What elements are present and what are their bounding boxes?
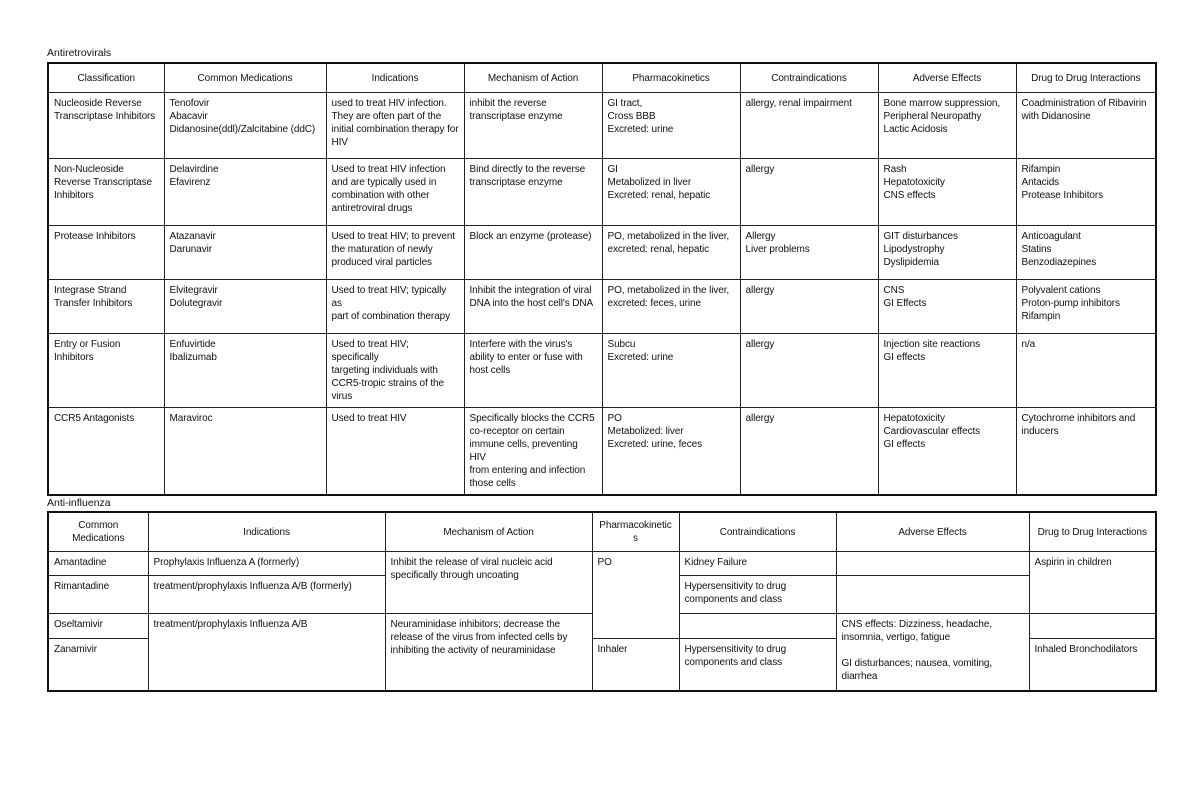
table-cell: Anticoagulant Statins Benzodiazepines: [1016, 226, 1156, 280]
table-cell: GI tract, Cross BBB Excreted: urine: [602, 93, 740, 159]
table-cell: Inhaled Bronchodilators: [1029, 639, 1156, 691]
table-cell: Tenofovir Abacavir Didanosine(ddl)/Zalcitabine (ddC): [164, 93, 326, 159]
table-cell: Zanamivir: [48, 639, 148, 691]
table-cell: allergy: [740, 334, 878, 408]
table-cell: Hypersensitivity to drug components and class: [679, 639, 836, 691]
table-cell: inhibit the reverse transcriptase enzyme: [464, 93, 602, 159]
table-cell: Elvitegravir Dolutegravir: [164, 280, 326, 334]
table-cell: Prophylaxis Influenza A (formerly): [148, 552, 385, 576]
table-cell: Nucleoside Reverse Transcriptase Inhibitors: [48, 93, 164, 159]
table-cell: Delavirdine Efavirenz: [164, 159, 326, 226]
table-cell: Injection site reactions GI effects: [878, 334, 1016, 408]
column-header: Common Medications: [48, 512, 148, 552]
table-cell: Inhibit the integration of viral DNA into the host cell's DNA: [464, 280, 602, 334]
table-cell: [1029, 614, 1156, 639]
table-cell: Used to treat HIV infection and are typically used in combination with other antiretroviral drugs: [326, 159, 464, 226]
table-cell: allergy: [740, 280, 878, 334]
table-cell: Hypersensitivity to drug components and class: [679, 576, 836, 614]
table-cell: Integrase Strand Transfer Inhibitors: [48, 280, 164, 334]
column-header: Indications: [148, 512, 385, 552]
table-cell: CCR5 Antagonists: [48, 408, 164, 496]
table-cell: Allergy Liver problems: [740, 226, 878, 280]
table-cell: CNS GI Effects: [878, 280, 1016, 334]
table-row: [48, 334, 1156, 408]
table-cell: Inhibit the release of viral nucleic acid specifically through uncoating: [385, 552, 592, 614]
table-cell: GIT disturbances Lipodystrophy Dyslipidemia: [878, 226, 1016, 280]
column-header: Adverse Effects: [836, 512, 1029, 552]
table-row: [48, 408, 1156, 496]
antiretrovirals-table: [47, 62, 1157, 496]
table-cell: Rifampin Antacids Protease Inhibitors: [1016, 159, 1156, 226]
table-cell: PO Metabolized: liver Excreted: urine, feces: [602, 408, 740, 496]
column-header: Mechanism of Action: [385, 512, 592, 552]
table-cell: Neuraminidase inhibitors; decrease the release of the virus from infected cells by inhibiting the activity of neuraminidase: [385, 614, 592, 691]
table-cell: PO, metabolized in the liver, excreted: feces, urine: [602, 280, 740, 334]
table-row: [48, 280, 1156, 334]
table-cell: treatment/prophylaxis Influenza A/B (formerly): [148, 576, 385, 614]
table-cell: Bone marrow suppression, Peripheral Neuropathy Lactic Acidosis: [878, 93, 1016, 159]
table-cell: Coadministration of Ribavirin with Didanosine: [1016, 93, 1156, 159]
table-cell: [836, 576, 1029, 614]
table-cell: Hepatotoxicity Cardiovascular effects GI effects: [878, 408, 1016, 496]
table-cell: GI Metabolized in liver Excreted: renal, hepatic: [602, 159, 740, 226]
column-header: Indications: [326, 63, 464, 93]
table-cell: Block an enzyme (protease): [464, 226, 602, 280]
table-cell: Used to treat HIV; specifically targeting individuals with CCR5-tropic strains of the virus: [326, 334, 464, 408]
anti-influenza-table: [47, 511, 1157, 692]
column-header: Drug to Drug Interactions: [1016, 63, 1156, 93]
table-cell: Aspirin in children: [1029, 552, 1156, 614]
table-cell: PO: [592, 552, 679, 639]
table-cell: Used to treat HIV; to prevent the maturation of newly produced viral particles: [326, 226, 464, 280]
antiretrovirals-title: Antiretrovirals: [47, 47, 112, 59]
table-cell: Subcu Excreted: urine: [602, 334, 740, 408]
column-header: Mechanism of Action: [464, 63, 602, 93]
table-row: [48, 93, 1156, 159]
table-cell: Entry or Fusion Inhibitors: [48, 334, 164, 408]
table-cell: used to treat HIV infection. They are often part of the initial combination therapy for HIV: [326, 93, 464, 159]
table-cell: n/a: [1016, 334, 1156, 408]
table-cell: Rimantadine: [48, 576, 148, 614]
table-row: [48, 226, 1156, 280]
table-cell: allergy: [740, 159, 878, 226]
table-cell: Enfuvirtide Ibalizumab: [164, 334, 326, 408]
table-cell: [679, 614, 836, 639]
table-cell: Used to treat HIV: [326, 408, 464, 496]
table-row: [48, 159, 1156, 226]
table-cell: Non-Nucleoside Reverse Transcriptase Inhibitors: [48, 159, 164, 226]
table-cell: Protease Inhibitors: [48, 226, 164, 280]
table-cell: CNS effects: Dizziness, headache, insomnia, vertigo, fatigue GI disturbances; nausea, vomiting, diarrhea: [836, 614, 1029, 691]
table-cell: Amantadine: [48, 552, 148, 576]
table-cell: Bind directly to the reverse transcriptase enzyme: [464, 159, 602, 226]
column-header: Common Medications: [164, 63, 326, 93]
table-header-row: [48, 63, 1156, 93]
table-cell: allergy, renal impairment: [740, 93, 878, 159]
table-cell: Rash Hepatotoxicity CNS effects: [878, 159, 1016, 226]
column-header: Pharmacokinetic s: [592, 512, 679, 552]
table-cell: [836, 552, 1029, 576]
table-cell: Polyvalent cations Proton-pump inhibitors Rifampin: [1016, 280, 1156, 334]
table-cell: Specifically blocks the CCR5 co-receptor on certain immune cells, preventing HIV from entering and infection those cells: [464, 408, 602, 496]
table-cell: Used to treat HIV; typically as part of combination therapy: [326, 280, 464, 334]
table-row: [48, 552, 1156, 576]
table-cell: Kidney Failure: [679, 552, 836, 576]
table-cell: allergy: [740, 408, 878, 496]
table-cell: Maraviroc: [164, 408, 326, 496]
anti-influenza-title: Anti-influenza: [47, 497, 111, 509]
table-cell: Atazanavir Darunavir: [164, 226, 326, 280]
column-header: Drug to Drug Interactions: [1029, 512, 1156, 552]
table-cell: PO, metabolized in the liver, excreted: renal, hepatic: [602, 226, 740, 280]
table-header-row: [48, 512, 1156, 552]
table-cell: Cytochrome inhibitors and inducers: [1016, 408, 1156, 496]
column-header: Contraindications: [679, 512, 836, 552]
table-cell: Oseltamivir: [48, 614, 148, 639]
column-header: Pharmacokinetics: [602, 63, 740, 93]
column-header: Contraindications: [740, 63, 878, 93]
column-header: Classification: [48, 63, 164, 93]
table-cell: Interfere with the virus's ability to enter or fuse with host cells: [464, 334, 602, 408]
column-header: Adverse Effects: [878, 63, 1016, 93]
table-cell: treatment/prophylaxis Influenza A/B: [148, 614, 385, 691]
table-cell: Inhaler: [592, 639, 679, 691]
